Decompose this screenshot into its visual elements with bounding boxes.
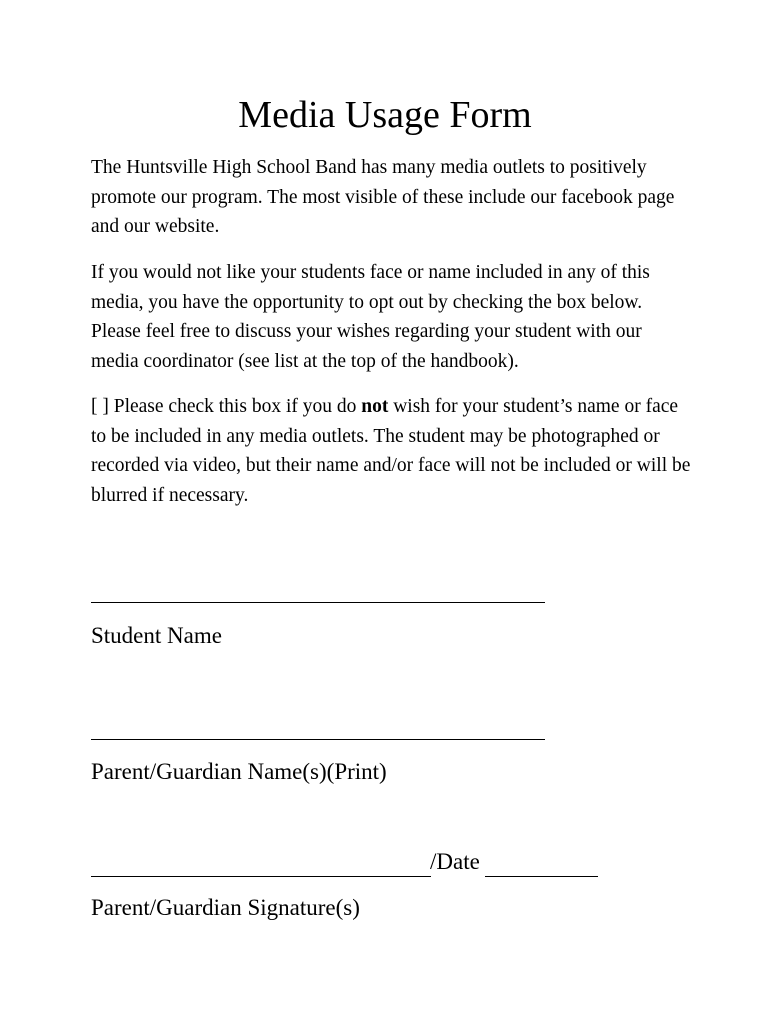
date-line[interactable] bbox=[485, 876, 598, 877]
parent-signature-line[interactable] bbox=[91, 876, 431, 877]
opt-out-checkbox-text[interactable]: [ ] Please check this box if you do bbox=[91, 396, 362, 417]
student-name-label: Student Name bbox=[91, 623, 222, 648]
student-name-line[interactable] bbox=[91, 602, 545, 603]
opt-out-emphasis: not bbox=[361, 396, 389, 417]
date-label: /Date bbox=[430, 849, 480, 874]
intro-paragraph: The Huntsville High School Band has many media outlets to positively promote our program. The most visible of these include our facebook page and our website. bbox=[91, 157, 675, 238]
parent-name-line[interactable] bbox=[91, 739, 545, 740]
page-title: Media Usage Form bbox=[238, 94, 532, 136]
opt-out-checkbox-paragraph bbox=[91, 392, 691, 510]
opt-out-text-continued: wish for your student’s name or face to be included in any media outlets. The student may be photographed or recorded via video, but their name and/or face will not be included or will be blurred if necessary. bbox=[91, 396, 691, 506]
parent-signature-label: Parent/Guardian Signature(s) bbox=[91, 895, 360, 920]
signature-date-row bbox=[91, 848, 611, 878]
opt-out-explanation-paragraph: If you would not like your students face or name included in any of this media, you have the opportunity to opt out by checking the box below. Please feel free to discuss your wishes regarding your student with our media coordinator (see list at the top of the handbook). bbox=[91, 262, 650, 372]
parent-name-label: Parent/Guardian Name(s)(Print) bbox=[91, 759, 387, 784]
